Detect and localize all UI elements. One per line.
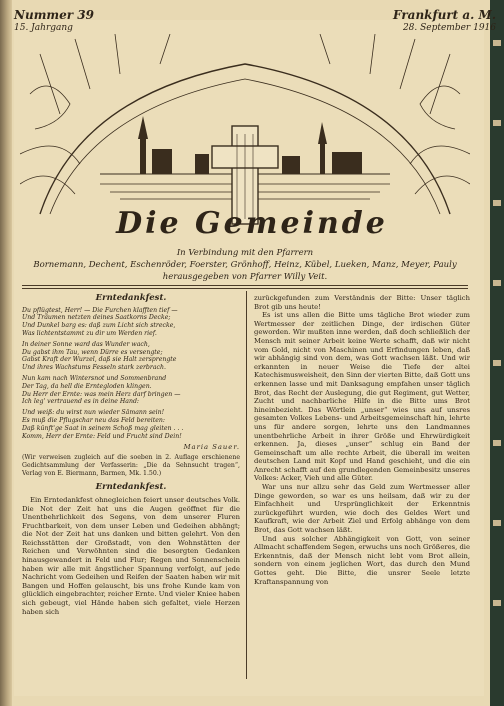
article-paragraph: zurückgefunden zum Verständnis der Bitte: Unser täglich Brot gib uns heute!	[254, 294, 470, 311]
poet-name: Maria Sauer.	[183, 443, 240, 452]
poem-heading: Erntedankfest.	[95, 293, 167, 303]
poem-line: Und Dunkel barg es: daß zum Licht sich strecke,	[22, 322, 176, 330]
poem-line: Komm, Herr der Ernte: Feld und Frucht sind Dein!	[22, 432, 182, 440]
poem-line: Es muß die Pflugschar neu das Feld bereiten:	[22, 416, 166, 424]
poem-line: Der Tag, da hell die Erntegloden klingen.	[22, 382, 152, 390]
book-spine	[0, 0, 12, 706]
poem-line: Und ihres Wachstums Fesseln stark zerbrach.	[22, 364, 166, 372]
poem-line: Und weiß: du wirst nun wieder Sämann sein!	[22, 409, 165, 417]
editor-line: herausgegeben von Pfarrer Willy Veit.	[162, 272, 328, 282]
article-paragraph: War uns nur allzu sehr das Geld zum Wertmesser aller Dinge geworden, so war es uns heilsam, daß wir zu der Einfachheit und Ursprünglichkeit der Erkenntnis zurückgeführt wurden, wie doch des Geldes Wert und Kaufkraft, wie der Arbeit Ziel und Erfolg abhänge von dem Brot, das Gott wachsen läßt.	[254, 483, 470, 535]
left-column	[22, 294, 240, 616]
poem-line: Du pflügtest, Herr! — Die Furchen klafften tief —	[22, 306, 178, 314]
poem	[22, 307, 240, 441]
masthead-rule	[22, 285, 468, 286]
article-paragraph: Es ist uns allen die Bitte ums tägliche Brot wieder zum Wertmesser der zeitlichen Dinge, der irdischen Güter geworden. Wir mußten inne werden, daß doch schließlich der Mensch mit seiner Arbeit keine Werte schafft, daß wir nicht vom Gold, nicht von Maschinen und Erfindungen leben, daß wir abhängig sind von dem, was Gott wachsen läßt. Und wir erkannten in neuer Weise die Tiefe der altei Katechismusweisheit, den Sinn der vierten Bitte, daß Gott uns erkennen lasse und mit Danksagung empfahen unser täglich Brot, das Recht der Auslegung, die gut Regiment, gut Wetter, Zucht und nachbarliche Hilfe in die Bitte ums Brot hineinbezieht. Das Wörtlein „unser“ wies uns auf unsres gesamten Volkes Lebens- und Arbeitsgemeinschaft hin, lehrte uns für andere sorgen, lehrte uns den Landmannes unentbehrliche Arbeit in ihrer Größe und Ehrwürdigkeit erkennen. Ja, dieses „unser“ schlug ein Band der Gemeinschaft um alle rechte Arbeit, die überall im weiten deutschen Land mit Kopf und Hand geschieht, und die ein Anrecht schafft auf den grundlegenden Gemeinbesitz unseres Volkes: Acker, Vieh und alle Güter.	[254, 311, 470, 483]
editor-note: (Wir verweisen zugleich auf die soeben in 2. Auflage erschienene Gedichtsammlung der Verfasserin: „Die da Sehnsucht tragen“, Verlag von E. Biermann, Barmen, Mk. 1.50.)	[22, 453, 240, 477]
poem-line: In deiner Sonne ward das Wunder wach,	[22, 340, 150, 348]
article-heading: Erntedankfest.	[95, 482, 167, 493]
issue-number: Nummer 39	[14, 8, 94, 22]
masthead-subtitle: In Verbindung mit den Pfarrern	[176, 248, 314, 258]
article-paragraph: Und aus solcher Abhängigkeit von Gott, von seiner Allmacht schaffendem Segen, erwuchs uns noch Größeres, die Erkenntnis, daß der Mensch nicht lebt vom Brot allein, sondern von einem jeglichen Wort, das durch den Mund Gottes geht. Die Bitte, die unsrer Seele letzte Kraftanspannung von	[254, 534, 470, 586]
poem-line: Du gabst ihm Tau, wenn Dürre es versengte;	[22, 348, 163, 356]
poem-stanza	[22, 409, 240, 440]
pastor-list: Bornemann, Dechent, Eschenröder, Foerster, Grönhoff, Heinz, Kübel, Lueken, Manz, Meyer, Pauly	[33, 260, 457, 270]
poem-stanza	[22, 307, 240, 338]
poem-line: Was lichtentstammt zu dir um Werden rief.	[22, 329, 157, 337]
right-column	[254, 294, 470, 586]
city-label: Frankfurt a. M.	[393, 8, 496, 22]
poem-line: Nun kam nach Wintersnot und Sommenbrand	[22, 374, 167, 382]
scan-edge-strip	[490, 0, 504, 706]
masthead-title: Die Gemeinde	[116, 206, 388, 241]
poem-stanza	[22, 341, 240, 372]
issue-date: 28. September 1916	[402, 23, 496, 33]
poem-line: Ich leg' vertrauend es in deine Hand:	[22, 398, 140, 406]
poem-line: Gabst Kraft der Wurzel, daß sie Halt zersprengte	[22, 356, 177, 364]
poem-line: Du Herr der Ernte: was mein Herz darf bringen —	[22, 390, 181, 398]
masthead-rule-inner	[22, 288, 468, 289]
article-paragraph: Ein Erntedankfest ohnegleichen feiert unser deutsches Volk. Die Not der Zeit hat uns die Augen geöffnet für die Unentbehrlichkeit des Segens, von dem unserer Fluren Fruchtbarkeit, von dem unser Leben und Gedeihen abhängt; die Not der Zeit hat uns danken und bitten gelehrt. Von den Reichsstätten der Großstadt, von den Wohnstätten der Reichen und Verwöhnten sind die besorgten Gedanken hinausgewandert in Feld und Flur; Regen und Sonnenschein haben wir alle mit ängstlicher Spannung verfolgt, auf jede Nachricht vom Gedeihen und Reifen der Saaten haben wir mit Bangen und Hoffen gelauscht, bis uns frohe Kunde kam von glücklich eingebrachter, reicher Ernte. Und vieler Kniee haben sich gebeugt, viel Hände haben sich gefaltet, viele Herzen haben sich	[22, 495, 240, 616]
column-divider	[246, 291, 247, 679]
poem-line: Daß künft'ge Saat in seinem Schoß mag gleiten . . .	[22, 424, 184, 432]
poem-line: Und Träumen netzten deines Saatkorns Decke;	[22, 314, 171, 322]
volume-label: 15. Jahrgang	[14, 23, 73, 33]
poem-stanza	[22, 375, 240, 406]
